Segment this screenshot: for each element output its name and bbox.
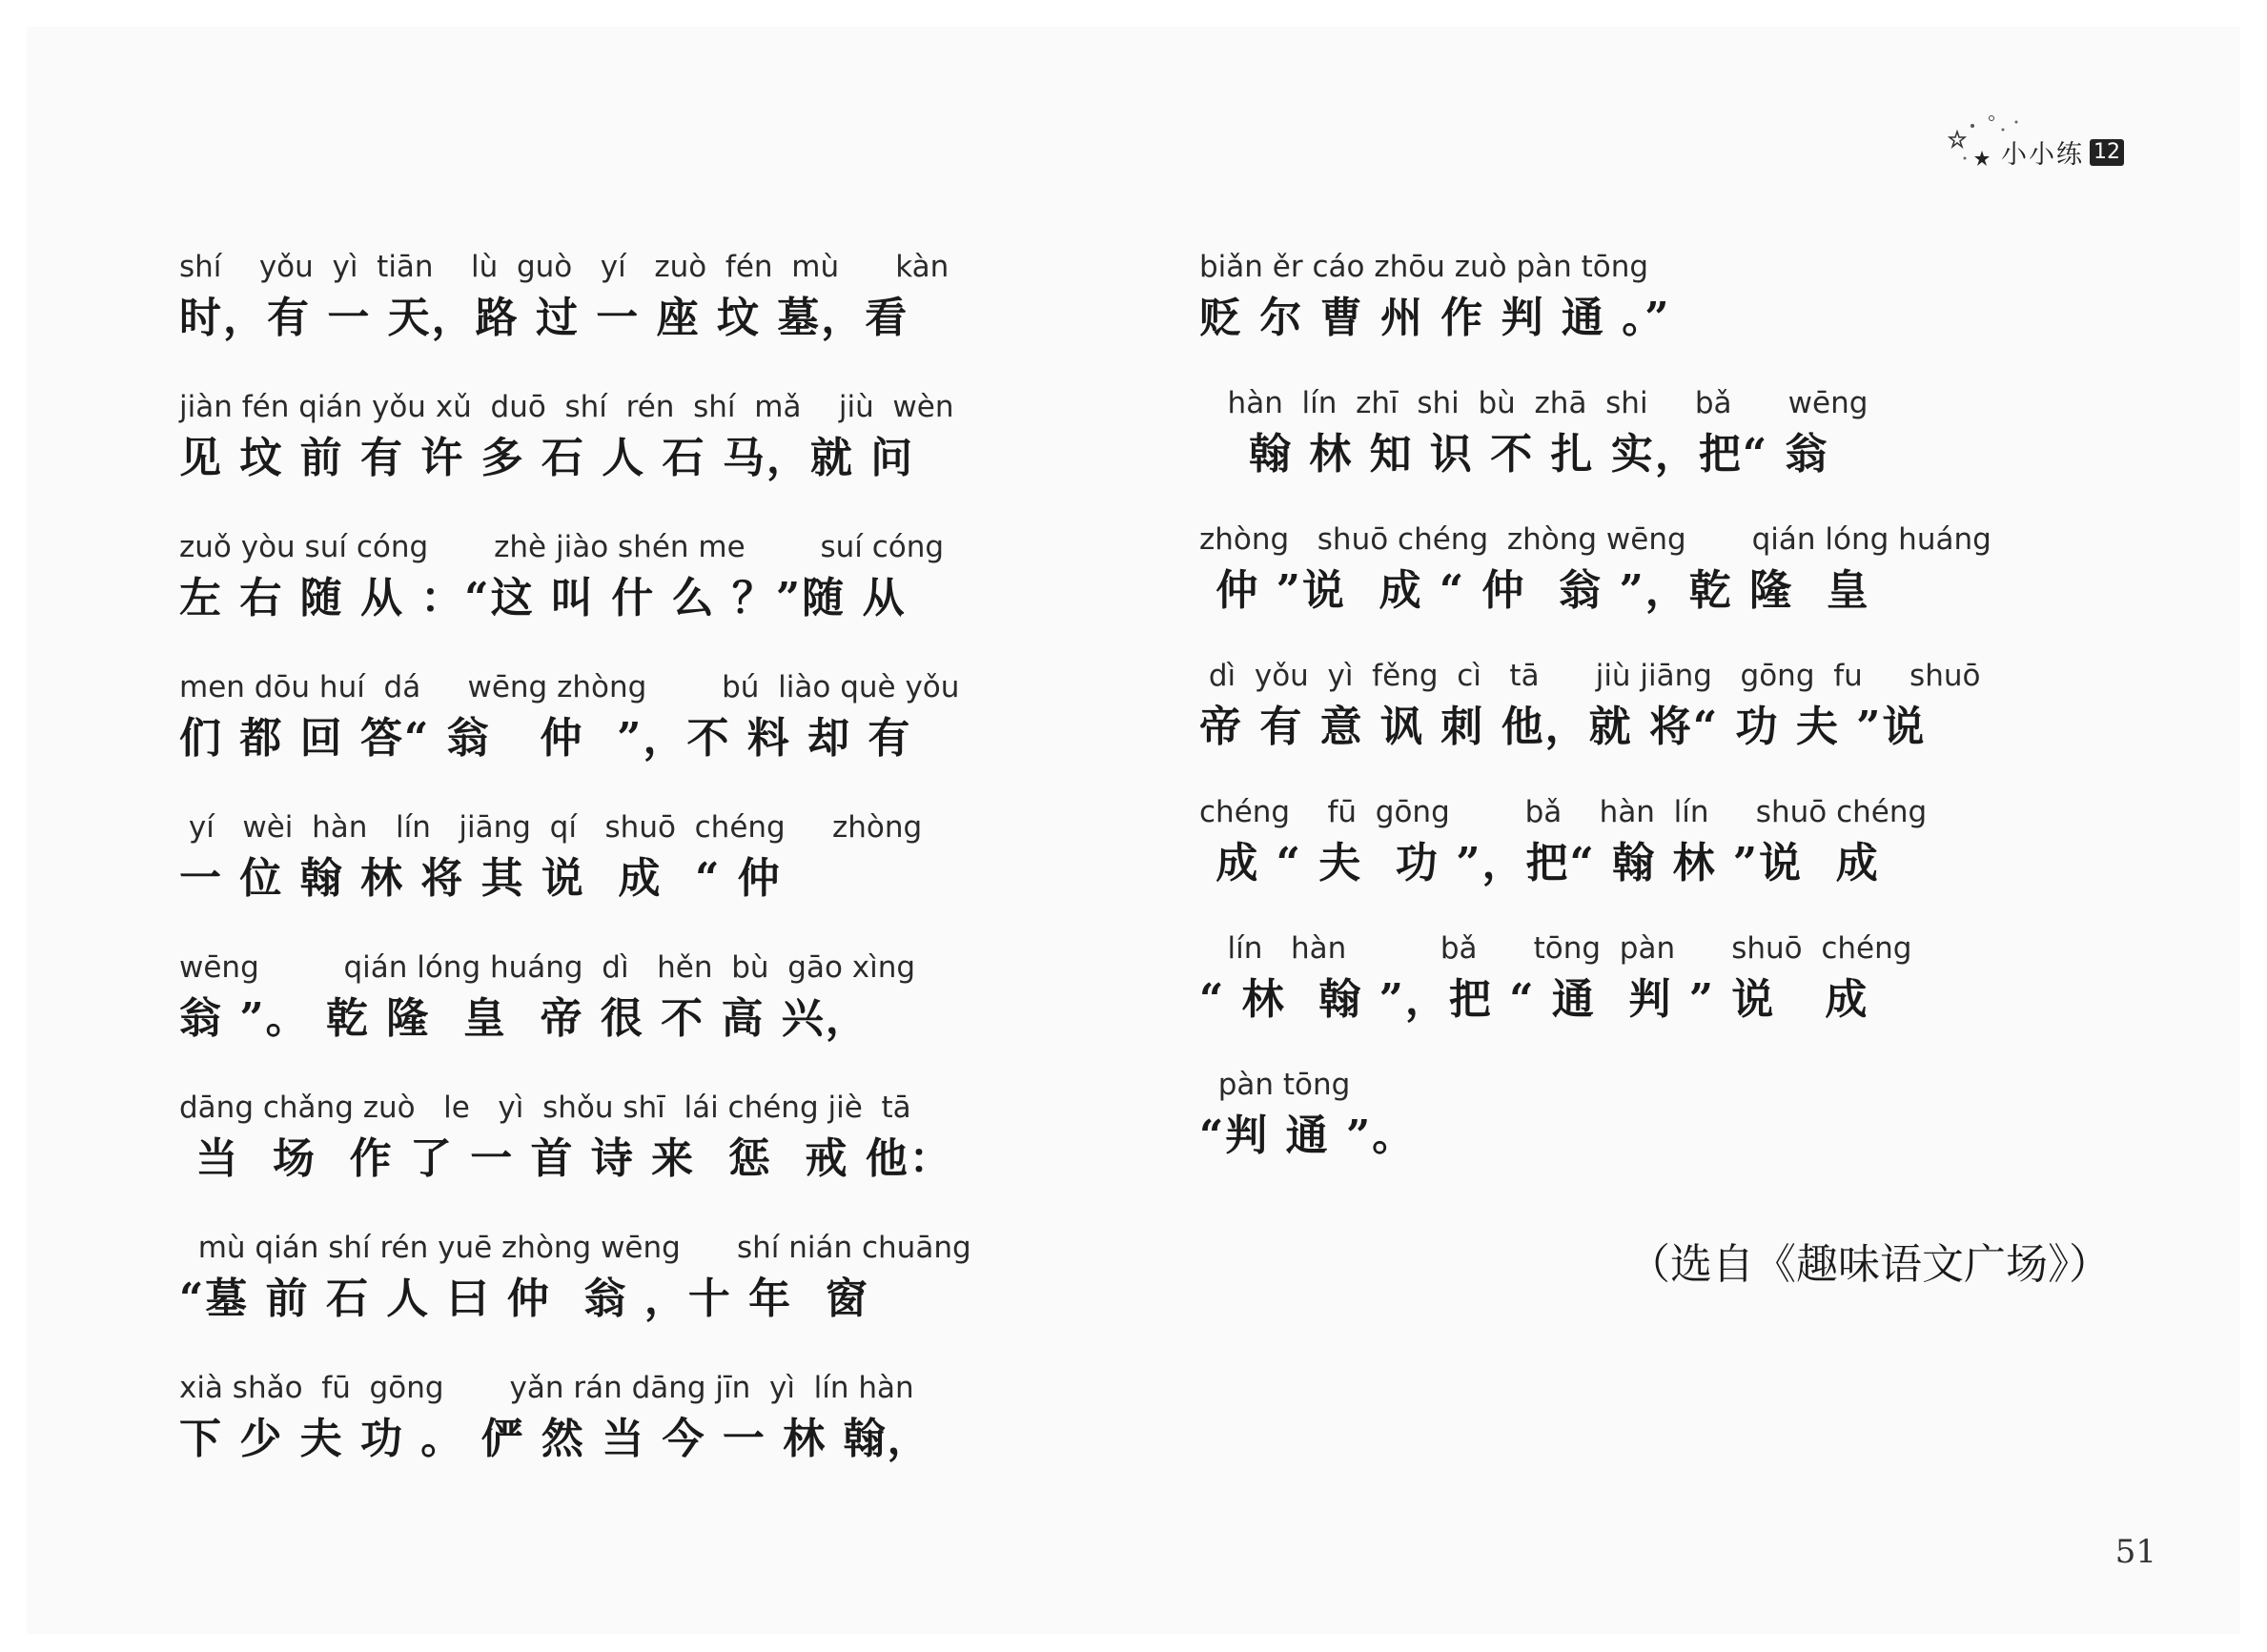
pinyin-line: lín hàn bǎ tōng pàn shuō chéng <box>1199 931 1912 966</box>
hanzi-line: 当 场 作 了 一 首 诗 来 惩 戒 他： <box>179 1134 953 1183</box>
hanzi-line: 见 坟 前 有 许 多 石 人 石 马，就 问 <box>179 434 915 482</box>
hanzi-line: 左 右 随 从 ：“这 叫 什 么 ？”随 从 <box>179 574 907 622</box>
pinyin-line: biǎn ěr cáo zhōu zuò pàn tōng <box>1199 250 1649 284</box>
pinyin-line: pàn tōng <box>1199 1068 1351 1102</box>
hanzi-line: 下 少 夫 功 。 俨 然 当 今 一 林 翰， <box>179 1415 931 1463</box>
stars-icon <box>1944 112 2030 170</box>
pinyin-line: shí yǒu yì tiān lù guò yí zuò fén mù kàn <box>179 250 950 284</box>
pinyin-line: jiàn fén qián yǒu xǔ duō shí rén shí mǎ jiù wèn <box>179 390 954 424</box>
hanzi-line: 成 “ 夫 功 ”，把“ 翰 林 ”说 成 <box>1199 839 1880 887</box>
header-title: 小小练 <box>2001 140 2084 170</box>
pinyin-line: dì yǒu yì fěng cì tā jiù jiāng gōng fu shuō <box>1199 659 1981 693</box>
hanzi-line: 翁 ”。 乾 隆 皇 帝 很 不 高 兴， <box>179 994 869 1043</box>
pinyin-line: yí wèi hàn lín jiāng qí shuō chéng zhòng <box>179 810 923 845</box>
pinyin-line: zhòng shuō chéng zhòng wēng qián lóng huáng <box>1199 522 1991 557</box>
pinyin-line: chéng fū gōng bǎ hàn lín shuō chéng <box>1199 795 1928 829</box>
hanzi-line: 一 位 翰 林 将 其 说 成 “ 仲 <box>179 854 782 903</box>
pinyin-line: mù qián shí rén yuē zhòng wēng shí nián chuāng <box>179 1231 971 1265</box>
hanzi-line: 们 都 回 答“ 翁 仲 ”，不 料 却 有 <box>179 714 912 763</box>
hanzi-line: 仲 ”说 成 “ 仲 翁 ”，乾 隆 皇 <box>1199 566 1870 615</box>
pinyin-line: xià shǎo fū gōng yǎn rán dāng jīn yì lín hàn <box>179 1371 914 1405</box>
hanzi-line: 翰 林 知 识 不 扎 实，把“ 翁 <box>1199 430 1829 479</box>
section-header <box>2001 133 2124 171</box>
hanzi-line: 帝 有 意 讽 刺 他，就 将“ 功 夫 ”说 <box>1199 703 1927 751</box>
lesson-number-badge: 12 <box>2090 139 2124 166</box>
hanzi-line: “判 通 ”。 <box>1199 1112 1417 1160</box>
pinyin-line: dāng chǎng zuò le yì shǒu shī lái chéng jiè tā <box>179 1091 911 1125</box>
hanzi-line: 贬 尔 曹 州 作 判 通 。” <box>1199 294 1671 342</box>
source-citation: （选自《趣味语文广场》） <box>1628 1240 2111 1289</box>
hanzi-line: “ 林 翰 ”，把 “ 通 判 ” 说 成 <box>1199 975 1869 1024</box>
page-number: 51 <box>2114 1533 2156 1571</box>
page <box>27 27 2240 1634</box>
pinyin-line: wēng qián lóng huáng dì hěn bù gāo xìng <box>179 950 916 985</box>
hanzi-line: 时，有 一 天，路 过 一 座 坟 墓，看 <box>179 294 909 342</box>
pinyin-line: hàn lín zhī shi bù zhā shi bǎ wēng <box>1199 386 1869 420</box>
pinyin-line: zuǒ yòu suí cóng zhè jiào shén me suí cóng <box>179 530 945 564</box>
hanzi-line: “墓 前 石 人 曰 仲 翁 ，十 年 窗 <box>179 1275 869 1323</box>
pinyin-line: men dōu huí dá wēng zhòng bú liào què yǒu <box>179 670 960 704</box>
